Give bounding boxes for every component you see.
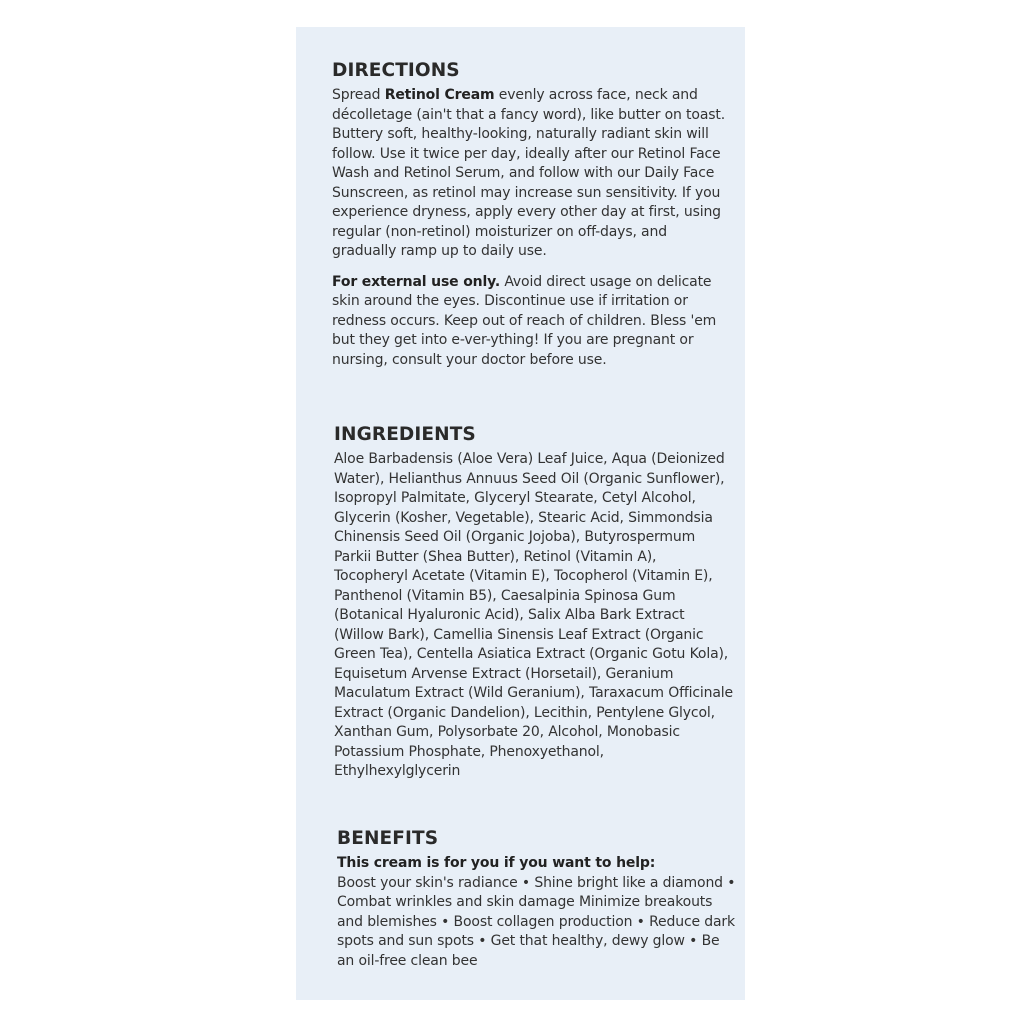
warning-paragraph: [332, 273, 732, 371]
ingredients-list: Aloe Barbadensis (Aloe Vera) Leaf Juice, Aqua (Deionized Water), Helianthus Annuus Seed Oil (Organic Sunflower), Isopropyl Palmitate, Glyceryl Stearate, Cetyl Alcohol, Glycerin (Kosher, Vegetable), Stearic Acid, Simmondsia Chinensis Seed Oil (Organic Jojoba), Butyrospermum Parkii Butter (Shea Butter), Retinol (Vitamin A), Tocopheryl Acetate (Vitamin E), Tocopherol (Vitamin E), Panthenol (Vitamin B5), Caesalpinia Spinosa Gum (Botanical Hyaluronic Acid), Salix Alba Bark Extract (Willow Bark), Camellia Sinensis Leaf Extract (Organic Green Tea), Centella Asiatica Extract (Organic Gotu Kola), Equisetum Arvense Extract (Horsetail), Geranium Maculatum Extract (Wild Geranium), Taraxacum Officinale Extract (Organic Dandelion), Lecithin, Pentylene Glycol, Xanthan Gum, Polysorbate 20, Alcohol, Monobasic Potassium Phosphate, Phenoxyethanol, Ethylhexylglycerin: [334, 451, 734, 779]
directions-heading: DIRECTIONS: [332, 60, 460, 81]
benefits-heading: BENEFITS: [337, 828, 439, 849]
product-label-panel: [296, 27, 745, 1000]
benefits-section: [337, 828, 737, 971]
ingredients-section: [334, 424, 734, 782]
benefits-paragraph: [337, 854, 737, 971]
directions-section: [332, 60, 732, 370]
warning-body: Avoid direct usage on delicate skin around the eyes. Discontinue use if irritation or redness occurs. Keep out of reach of children. Bless 'em but they get into e-ver-ything! If you are pregnant or nursing, consult your doctor before use.: [332, 273, 717, 368]
ingredients-heading: INGREDIENTS: [334, 424, 476, 445]
product-name: Retinol Cream: [384, 87, 495, 103]
directions-paragraph: [332, 86, 732, 262]
directions-body: evenly across face, neck and décolletage (ain't that a fancy word), like butter on toast. Buttery soft, healthy-looking, naturally radiant skin will follow. Use it twice per day, ideally after our Retinol Face Wash and Retinol Serum, and follow with our Daily Face Sunscreen, as retinol may increase sun sensitivity. If you experience dryness, apply every other day at first, using regular (non-retinol) moisturizer on off-days, and gradually ramp up to daily use.: [332, 87, 726, 259]
directions-lead: Spread: [332, 87, 385, 103]
benefits-lead: This cream is for you if you want to help:: [337, 855, 656, 871]
benefits-list: Boost your skin's radiance • Shine bright like a diamond • Combat wrinkles and skin damage Minimize breakouts and blemishes • Boost collagen production • Reduce dark spots and sun spots • Get that healthy, dewy glow • Be an oil-free clean bee: [337, 874, 736, 969]
external-use-warning: For external use only.: [332, 273, 501, 290]
